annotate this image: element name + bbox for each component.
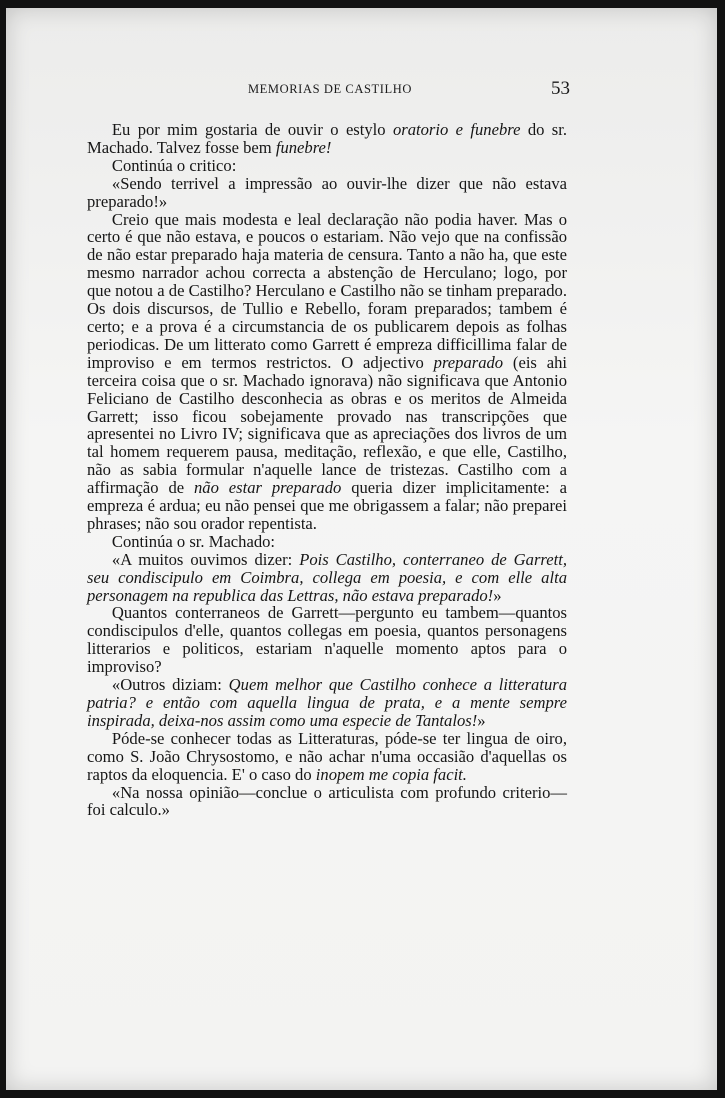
text-run: Eu por mim gostaria de ouvir o estylo — [111, 120, 393, 139]
quotation: «Sendo terrivel a impressão ao ouvir-lhe dizer que não estava preparado!» — [87, 173, 567, 211]
italic-run: funebre! — [275, 137, 332, 157]
italic-run: Quem melhor que Castilho conhece a litteratura patria? e então com aquella lingua de prata, e a mente sempre inspirada, deixa-nos assim como uma especie de Tantalos! — [87, 675, 568, 730]
scan-border-top — [0, 0, 725, 8]
paragraph: Quantos conterraneos de Garrett—pergunto eu tambem—quantos condiscipulos d'elle, quantos collegas em poesia, quantos personagens litterarios e politicos, estariam n'aquelle momento aptos para o improviso? — [87, 603, 567, 677]
text-run: do sr. Machado. Talvez fosse bem — [87, 120, 567, 157]
text-run: «Outros diziam: — [111, 675, 229, 695]
running-title: MEMORIAS DE CASTILHO — [247, 82, 413, 96]
text-run: queria dizer implicitamente: a empreza é ardua; eu não pensei que me obrigassem a falar; não preparei phrases; não sou orador repentista. — [87, 478, 567, 533]
page-body — [87, 121, 567, 819]
italic-run: inopem me copia facit. — [315, 764, 467, 784]
quotation: «Na nossa opinião—conclue o articulista com profundo criterio—foi calculo.» — [87, 782, 567, 820]
page-number: 53 — [551, 78, 570, 99]
paragraph — [87, 730, 567, 784]
paragraph: Continúa o sr. Machado: — [111, 531, 276, 551]
paragraph — [87, 121, 567, 157]
text-run: «A muitos ouvimos dizer: — [111, 549, 300, 569]
quotation — [87, 676, 567, 730]
text-run: Creio que mais modesta e leal declaração não podia haver. Mas o certo é que não estava, e poucos o estariam. Não vejo que na confissão de não estar preparado haja materia de censura. Tanto a não ha, que este mesmo narrador achou correcta a abstenção de Herculano; logo, por que notou a de Castilho? Herculano e Castilho não se tinham preparado. Os dois discursos, de Tullio e Rebello, foram preparados; tambem é certo; e a prova é a circumstancia de os publicarem depois as folhas periodicas. De um litterato como Garrett é empreza difficillima falar de improviso e em termos restrictos. O adjectivo — [87, 209, 567, 372]
quotation — [87, 551, 567, 605]
text-run: » — [477, 710, 486, 730]
scan-border-right — [717, 0, 725, 1098]
italic-run: não estar preparado — [194, 478, 342, 498]
text-run: » — [493, 585, 502, 605]
scan-border-bottom — [0, 1090, 725, 1098]
text-run: Póde-se conhecer todas as Litteraturas, póde-se ter lingua de oiro, como S. João Chrysostomo, e não achar n'uma occasião d'aquellas os raptos da eloquencia. E' o caso do — [87, 728, 567, 784]
page-header — [90, 78, 570, 100]
paragraph: Continúa o critico: — [111, 155, 237, 175]
italic-run: oratorio e funebre — [392, 120, 521, 139]
text-run: (eis ahi terceira coisa que o sr. Machado ignorava) não significava que Antonio Feliciano de Castilho desconhecia as obras e os meritos de Almeida Garrett; isso ficou sobejamente provado nas transcripções que apresentei no Livro IV; significava que as apreciações dos livros de um tal homem requerem pausa, meditação, reflexão, e que elle, Castilho, não as sabia formular n'aquelle lance de tristezas. Castilho com a affirmação de — [87, 352, 567, 498]
italic-run: preparado — [433, 352, 504, 372]
paragraph — [87, 211, 567, 533]
italic-run: Pois Castilho, conterraneo de Garrett, seu condiscipulo em Coimbra, collega em poesia, e com elle alta personagem na republica das Lettras, não estava preparado! — [87, 549, 568, 605]
